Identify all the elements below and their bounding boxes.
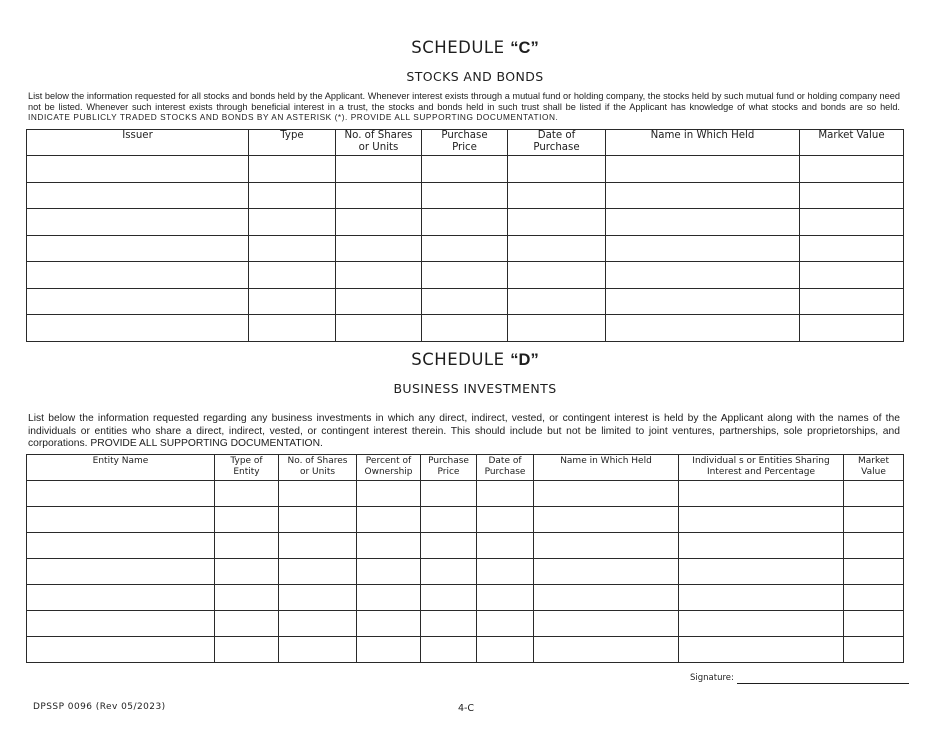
type-of-entity-cell[interactable] bbox=[215, 611, 279, 637]
schedule-c-title-letter: “C” bbox=[510, 39, 539, 57]
issuer-cell[interactable] bbox=[27, 288, 249, 315]
individuals-sharing-cell[interactable] bbox=[679, 585, 844, 611]
no-of-shares-cell[interactable] bbox=[279, 507, 357, 533]
form-id: DPSSP 0096 (Rev 05/2023) bbox=[33, 702, 166, 712]
header-issuer: Issuer bbox=[27, 130, 249, 156]
date-of-purchase-cell[interactable] bbox=[508, 315, 606, 342]
type-of-entity-cell[interactable] bbox=[215, 507, 279, 533]
stocks-bonds-row bbox=[27, 235, 904, 262]
name-in-which-held-cell[interactable] bbox=[534, 559, 679, 585]
header-name-in-which-held: Name in Which Held bbox=[534, 455, 679, 481]
market-value-cell[interactable] bbox=[800, 156, 904, 183]
header-entity-name: Entity Name bbox=[27, 455, 215, 481]
entity-name-cell[interactable] bbox=[27, 585, 215, 611]
date-of-purchase-cell[interactable] bbox=[508, 156, 606, 183]
purchase-price-cell[interactable] bbox=[421, 481, 477, 507]
market-value-cell[interactable] bbox=[844, 481, 904, 507]
purchase-price-cell[interactable] bbox=[422, 235, 508, 262]
market-value-cell[interactable] bbox=[844, 637, 904, 663]
percent-of-ownership-cell[interactable] bbox=[357, 533, 421, 559]
market-value-cell[interactable] bbox=[800, 235, 904, 262]
entity-name-cell[interactable] bbox=[27, 481, 215, 507]
no-of-shares-cell[interactable] bbox=[279, 559, 357, 585]
business-investments-table-head bbox=[27, 455, 904, 481]
no-of-shares-cell[interactable] bbox=[336, 235, 422, 262]
market-value-cell[interactable] bbox=[800, 315, 904, 342]
individuals-sharing-cell[interactable] bbox=[679, 481, 844, 507]
schedule-c-instructions-text: List below the information requested for all stocks and bonds held by the Applicant. Whenever interest exists through a mutual fund or holding company, the stocks held by such mutual fund or holding company need not be listed. Whenever such interest exists through beneficial interest in a trust, the stocks and bonds held in such trust shall be listed if the Applicant has knowledge of what stocks and bonds are so held. bbox=[28, 91, 900, 112]
stocks-bonds-table-head bbox=[27, 130, 904, 156]
header-date-of-purchase: Date of Purchase bbox=[477, 455, 534, 481]
schedule-d-title-letter: “D” bbox=[510, 351, 539, 369]
name-in-which-held-cell[interactable] bbox=[606, 235, 800, 262]
market-value-cell[interactable] bbox=[800, 288, 904, 315]
stocks-bonds-table-body bbox=[27, 156, 904, 342]
type-cell[interactable] bbox=[249, 209, 336, 236]
name-in-which-held-cell[interactable] bbox=[534, 585, 679, 611]
purchase-price-cell[interactable] bbox=[422, 182, 508, 209]
table-header-row bbox=[27, 130, 904, 156]
header-name-in-which-held: Name in Which Held bbox=[606, 130, 800, 156]
name-in-which-held-cell[interactable] bbox=[534, 507, 679, 533]
name-in-which-held-cell[interactable] bbox=[606, 288, 800, 315]
type-of-entity-cell[interactable] bbox=[215, 481, 279, 507]
percent-of-ownership-cell[interactable] bbox=[357, 637, 421, 663]
date-of-purchase-cell[interactable] bbox=[477, 533, 534, 559]
business-investments-table-body bbox=[27, 481, 904, 663]
market-value-cell[interactable] bbox=[844, 611, 904, 637]
purchase-price-cell[interactable] bbox=[422, 156, 508, 183]
type-cell[interactable] bbox=[249, 288, 336, 315]
page-number: 4-C bbox=[457, 703, 475, 714]
no-of-shares-cell[interactable] bbox=[279, 611, 357, 637]
purchase-price-cell[interactable] bbox=[421, 611, 477, 637]
market-value-cell[interactable] bbox=[800, 182, 904, 209]
type-of-entity-cell[interactable] bbox=[215, 585, 279, 611]
purchase-price-cell[interactable] bbox=[422, 262, 508, 289]
header-market-value: Market Value bbox=[800, 130, 904, 156]
header-market-value: Market Value bbox=[844, 455, 904, 481]
business-investment-row bbox=[27, 559, 904, 585]
name-in-which-held-cell[interactable] bbox=[606, 209, 800, 236]
name-in-which-held-cell[interactable] bbox=[606, 315, 800, 342]
header-type: Type bbox=[249, 130, 336, 156]
purchase-price-cell[interactable] bbox=[421, 585, 477, 611]
issuer-cell[interactable] bbox=[27, 182, 249, 209]
issuer-cell[interactable] bbox=[27, 209, 249, 236]
stocks-bonds-row bbox=[27, 262, 904, 289]
no-of-shares-cell[interactable] bbox=[336, 156, 422, 183]
schedule-c-title bbox=[0, 38, 950, 58]
entity-name-cell[interactable] bbox=[27, 559, 215, 585]
header-purchase-price: Purchase Price bbox=[421, 455, 477, 481]
schedule-d-title-word: SCHEDULE bbox=[411, 350, 505, 369]
date-of-purchase-cell[interactable] bbox=[477, 559, 534, 585]
no-of-shares-cell[interactable] bbox=[336, 209, 422, 236]
no-of-shares-cell[interactable] bbox=[336, 262, 422, 289]
type-of-entity-cell[interactable] bbox=[215, 533, 279, 559]
no-of-shares-cell[interactable] bbox=[279, 585, 357, 611]
date-of-purchase-cell[interactable] bbox=[508, 235, 606, 262]
name-in-which-held-cell[interactable] bbox=[606, 182, 800, 209]
purchase-price-cell[interactable] bbox=[422, 209, 508, 236]
schedule-c-instructions bbox=[28, 91, 900, 123]
header-individuals-sharing: Individual s or Entities Sharing Interest and Percentage bbox=[679, 455, 844, 481]
date-of-purchase-cell[interactable] bbox=[477, 481, 534, 507]
schedule-d-instructions: List below the information requested regarding any business investments in which any direct, indirect, vested, or contingent interest is held by the Applicant along with the names of the individuals or entities who share a direct, indirect, vested, or contingent interest therein. This should include but not be limited to joint ventures, partnerships, sole proprietorships, and corporations. PROVIDE ALL SUPPORTING DOCUMENTATION. bbox=[28, 413, 900, 449]
issuer-cell[interactable] bbox=[27, 315, 249, 342]
business-investment-row bbox=[27, 481, 904, 507]
type-cell[interactable] bbox=[249, 235, 336, 262]
no-of-shares-cell[interactable] bbox=[279, 481, 357, 507]
type-of-entity-cell[interactable] bbox=[215, 637, 279, 663]
business-investment-row bbox=[27, 507, 904, 533]
date-of-purchase-cell[interactable] bbox=[477, 585, 534, 611]
entity-name-cell[interactable] bbox=[27, 507, 215, 533]
no-of-shares-cell[interactable] bbox=[336, 315, 422, 342]
signature-line[interactable] bbox=[737, 683, 909, 684]
name-in-which-held-cell[interactable] bbox=[534, 481, 679, 507]
individuals-sharing-cell[interactable] bbox=[679, 611, 844, 637]
percent-of-ownership-cell[interactable] bbox=[357, 507, 421, 533]
stocks-bonds-row bbox=[27, 156, 904, 183]
name-in-which-held-cell[interactable] bbox=[606, 156, 800, 183]
schedule-c-instructions-caps: INDICATE PUBLICLY TRADED STOCKS AND BONDS BY AN ASTERISK (*). PROVIDE ALL SUPPORTING DOCUMENTATION. bbox=[28, 112, 559, 123]
header-type-of-entity: Type of Entity bbox=[215, 455, 279, 481]
percent-of-ownership-cell[interactable] bbox=[357, 585, 421, 611]
name-in-which-held-cell[interactable] bbox=[534, 637, 679, 663]
business-investments-table bbox=[26, 454, 904, 663]
business-investment-row bbox=[27, 611, 904, 637]
type-of-entity-cell[interactable] bbox=[215, 559, 279, 585]
schedule-c-subtitle: STOCKS AND BONDS bbox=[406, 69, 544, 84]
name-in-which-held-cell[interactable] bbox=[534, 611, 679, 637]
market-value-cell[interactable] bbox=[844, 585, 904, 611]
date-of-purchase-cell[interactable] bbox=[508, 288, 606, 315]
date-of-purchase-cell[interactable] bbox=[508, 209, 606, 236]
purchase-price-cell[interactable] bbox=[422, 315, 508, 342]
entity-name-cell[interactable] bbox=[27, 611, 215, 637]
individuals-sharing-cell[interactable] bbox=[679, 533, 844, 559]
entity-name-cell[interactable] bbox=[27, 533, 215, 559]
stocks-bonds-row bbox=[27, 209, 904, 236]
date-of-purchase-cell[interactable] bbox=[477, 611, 534, 637]
market-value-cell[interactable] bbox=[800, 262, 904, 289]
stocks-bonds-row bbox=[27, 182, 904, 209]
purchase-price-cell[interactable] bbox=[422, 288, 508, 315]
individuals-sharing-cell[interactable] bbox=[679, 559, 844, 585]
schedule-d-subtitle: BUSINESS INVESTMENTS bbox=[393, 381, 557, 396]
type-cell[interactable] bbox=[249, 156, 336, 183]
date-of-purchase-cell[interactable] bbox=[508, 182, 606, 209]
purchase-price-cell[interactable] bbox=[421, 559, 477, 585]
stocks-bonds-row bbox=[27, 288, 904, 315]
market-value-cell[interactable] bbox=[844, 559, 904, 585]
stocks-bonds-table bbox=[26, 129, 904, 342]
business-investment-row bbox=[27, 533, 904, 559]
no-of-shares-cell[interactable] bbox=[279, 637, 357, 663]
individuals-sharing-cell[interactable] bbox=[679, 507, 844, 533]
date-of-purchase-cell[interactable] bbox=[477, 637, 534, 663]
date-of-purchase-cell[interactable] bbox=[477, 507, 534, 533]
issuer-cell[interactable] bbox=[27, 262, 249, 289]
individuals-sharing-cell[interactable] bbox=[679, 637, 844, 663]
header-no-of-shares: No. of Shares or Units bbox=[279, 455, 357, 481]
table-header-row bbox=[27, 455, 904, 481]
date-of-purchase-cell[interactable] bbox=[508, 262, 606, 289]
market-value-cell[interactable] bbox=[844, 507, 904, 533]
issuer-cell[interactable] bbox=[27, 156, 249, 183]
type-cell[interactable] bbox=[249, 262, 336, 289]
schedule-d-title bbox=[0, 350, 950, 370]
schedule-c-title-word: SCHEDULE bbox=[411, 38, 505, 57]
business-investment-row bbox=[27, 637, 904, 663]
header-purchase-price: Purchase Price bbox=[422, 130, 508, 156]
percent-of-ownership-cell[interactable] bbox=[357, 611, 421, 637]
issuer-cell[interactable] bbox=[27, 235, 249, 262]
percent-of-ownership-cell[interactable] bbox=[357, 559, 421, 585]
type-cell[interactable] bbox=[249, 315, 336, 342]
header-no-of-shares: No. of Shares or Units bbox=[336, 130, 422, 156]
no-of-shares-cell[interactable] bbox=[336, 182, 422, 209]
purchase-price-cell[interactable] bbox=[421, 637, 477, 663]
type-cell[interactable] bbox=[249, 182, 336, 209]
percent-of-ownership-cell[interactable] bbox=[357, 481, 421, 507]
entity-name-cell[interactable] bbox=[27, 637, 215, 663]
header-date-of-purchase: Date of Purchase bbox=[508, 130, 606, 156]
no-of-shares-cell[interactable] bbox=[336, 288, 422, 315]
business-investment-row bbox=[27, 585, 904, 611]
purchase-price-cell[interactable] bbox=[421, 533, 477, 559]
name-in-which-held-cell[interactable] bbox=[534, 533, 679, 559]
market-value-cell[interactable] bbox=[844, 533, 904, 559]
signature-label: Signature: bbox=[690, 673, 734, 683]
no-of-shares-cell[interactable] bbox=[279, 533, 357, 559]
name-in-which-held-cell[interactable] bbox=[606, 262, 800, 289]
purchase-price-cell[interactable] bbox=[421, 507, 477, 533]
header-percent-of-ownership: Percent of Ownership bbox=[357, 455, 421, 481]
market-value-cell[interactable] bbox=[800, 209, 904, 236]
stocks-bonds-row bbox=[27, 315, 904, 342]
